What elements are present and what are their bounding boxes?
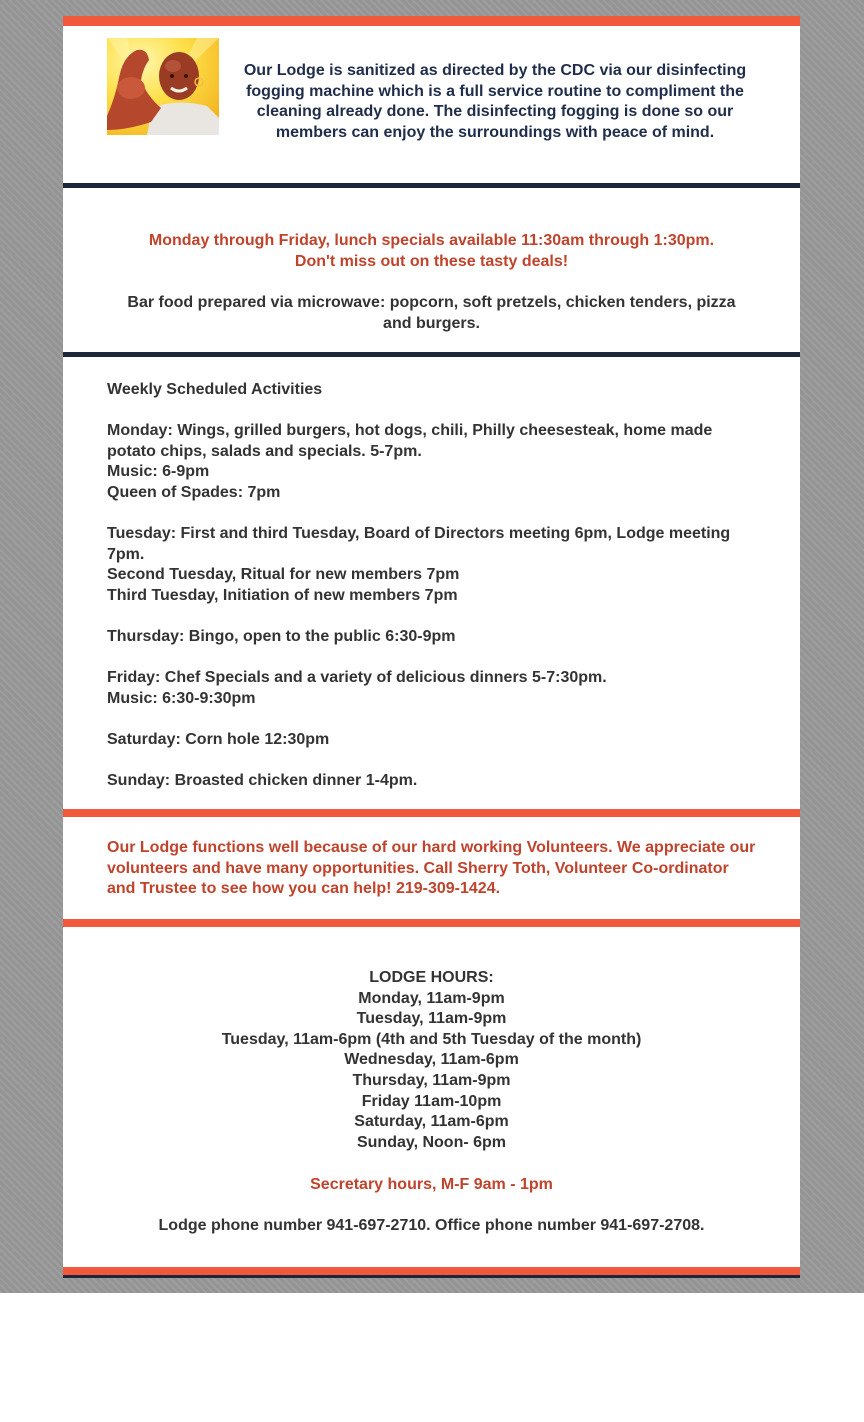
hours-line: Wednesday, 11am-6pm: [344, 1051, 519, 1069]
hours-line: Monday, 11am-9pm: [358, 989, 505, 1007]
bar-food-notice: Bar food prepared via microwave: popcorn, soft pretzels, chicken tenders, pizza and burgers.: [127, 294, 736, 332]
activity-saturday: Saturday: Corn hole 12:30pm: [107, 731, 330, 749]
hours-line: Sunday, Noon- 6pm: [356, 1133, 507, 1151]
activity-monday-spades: Queen of Spades: 7pm: [107, 483, 281, 501]
activity-monday-music: Music: 6-9pm: [107, 463, 210, 481]
secretary-hours: Secretary hours, M-F 9am - 1pm: [310, 1176, 553, 1193]
navy-divider-2: [63, 352, 800, 357]
sanitization-notice: Our Lodge is sanitized as directed by the CDC via our disinfecting fogging machine which is a full service routine to compliment the cleaning already done. The disinfecting fogging is done so our members can enjoy the surroundings with peace of mind.: [243, 62, 747, 141]
lodge-hours: [63, 968, 800, 1153]
bottom-orange-bar: [63, 1267, 800, 1275]
lunch-specials-line-1: Monday through Friday, lunch specials available 11:30am through 1:30pm.: [148, 232, 715, 249]
hours-heading: LODGE HOURS:: [369, 969, 494, 986]
hours-line: Friday 11am-10pm: [361, 1092, 502, 1110]
hours-line: Tuesday, 11am-9pm: [356, 1010, 507, 1028]
hours-line: Tuesday, 11am-6pm (4th and 5th Tuesday of the month): [221, 1030, 642, 1048]
lunch-specials: [63, 231, 800, 272]
hours-line: Saturday, 11am-6pm: [354, 1113, 509, 1131]
top-orange-bar: [63, 16, 800, 26]
volunteers-notice: Our Lodge functions well because of our hard working Volunteers. We appreciate our volunteers and have many opportunities. Call Sherry Toth, Volunteer Co-ordinator and Trustee to see how you can help! 219-309-1424.: [107, 839, 756, 898]
activity-sunday: Sunday: Broasted chicken dinner 1-4pm.: [107, 772, 418, 790]
activity-monday: Monday: Wings, grilled burgers, hot dogs, chili, Philly cheesesteak, home made potato chips, salads and specials. 5-7pm.: [107, 422, 713, 460]
bottom-navy-line: [63, 1275, 800, 1278]
activity-tuesday-initiation: Third Tuesday, Initiation of new members 7pm: [107, 586, 458, 604]
lunch-specials-line-2: Don't miss out on these tasty deals!: [294, 252, 569, 270]
newsletter-card: [63, 16, 800, 1278]
activities-heading: Weekly Scheduled Activities: [107, 381, 323, 398]
orange-divider-2: [63, 919, 800, 927]
activity-friday-music: Music: 6:30-9:30pm: [107, 689, 256, 707]
navy-divider-1: [63, 183, 800, 188]
flexing-man-image: [107, 38, 219, 135]
activity-thursday: Thursday: Bingo, open to the public 6:30-9pm: [107, 628, 456, 646]
hours-line: Thursday, 11am-9pm: [352, 1071, 511, 1089]
phone-numbers: Lodge phone number 941-697-2710. Office phone number 941-697-2708.: [158, 1217, 705, 1234]
activity-tuesday-ritual: Second Tuesday, Ritual for new members 7pm: [107, 566, 460, 584]
activity-friday: Friday: Chef Specials and a variety of delicious dinners 5-7:30pm.: [107, 669, 607, 687]
weekly-activities: [107, 380, 747, 792]
orange-divider-1: [63, 809, 800, 817]
activity-tuesday: Tuesday: First and third Tuesday, Board of Directors meeting 6pm, Lodge meeting 7pm.: [107, 525, 731, 563]
